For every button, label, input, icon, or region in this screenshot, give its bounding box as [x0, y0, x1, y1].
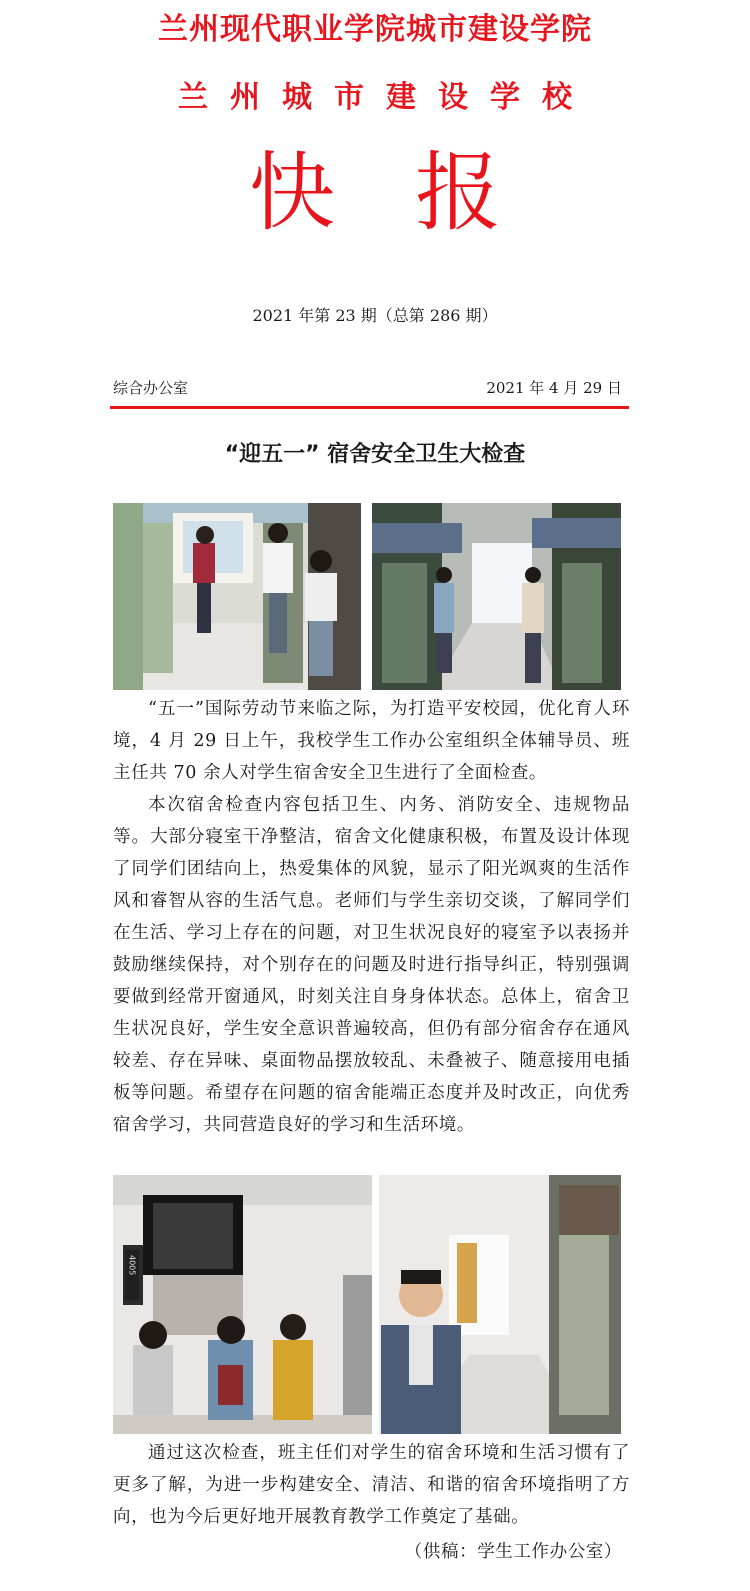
article-paragraph-1: “五一”国际劳动节来临之际，为打造平安校园，优化育人环境，4 月 29 日上午，我校学生工作办公室组织全体辅导员、班主任共 70 余人对学生宿舍安全卫生进行了全面检查。	[113, 699, 630, 783]
article-paragraph-3: 通过这次检查，班主任们对学生的宿舍环境和生活习惯有了更多了解，为进一步构建安全、清洁、和谐的宿舍环境指明了方向，也为今后更好地开展教育教学工作奠定了基础。	[113, 1443, 630, 1527]
photo-dorm-inspection-1	[113, 503, 361, 690]
masthead-title: 快报	[249, 143, 581, 243]
photo-dorm-inspection-4	[379, 1175, 621, 1434]
room-number-text: 4005	[127, 1255, 137, 1276]
article-paragraph-2: 本次宿舍检查内容包括卫生、内务、消防安全、违规物品等。大部分寝室干净整洁，宿舍文化健康积极，布置及设计体现了同学们团结向上，热爱集体的风貌，显示了阳光飒爽的生活作风和睿智从容的生活气息。老师们与学生亲切交谈，了解同学们在生活、学习上存在的问题，对卫生状况良好的寝室予以表扬并鼓励继续保持，对个别存在的问题及时进行指导纠正，特别强调要做到经常开窗通风，时刻关注自身身体状态。总体上，宿舍卫生状况良好，学生安全意识普遍较高，但仍有部分宿舍存在通风较差、存在异味、桌面物品摆放较乱、未叠被子、随意接用电插板等问题。希望存在问题的宿舍能端正态度并及时改正，向优秀宿舍学习，共同营造良好的学习和生活环境。	[113, 795, 630, 1135]
org-name-line1: 兰州现代职业学院城市建设学院	[158, 12, 592, 47]
publish-date: 2021 年 4 月 29 日	[486, 379, 622, 397]
header-divider	[110, 406, 629, 409]
department-label: 综合办公室	[113, 379, 189, 397]
article-title: “迎五一” 宿舍安全卫生大检查	[224, 442, 526, 467]
photo-dorm-inspection-2	[372, 503, 621, 690]
photo-dorm-inspection-3	[113, 1175, 372, 1434]
org-name-line2: 兰州城市建设学校	[178, 80, 594, 115]
issue-number: 2021 年第 23 期（总第 286 期）	[252, 306, 498, 325]
article-source: （供稿：学生工作办公室）	[404, 1542, 622, 1562]
